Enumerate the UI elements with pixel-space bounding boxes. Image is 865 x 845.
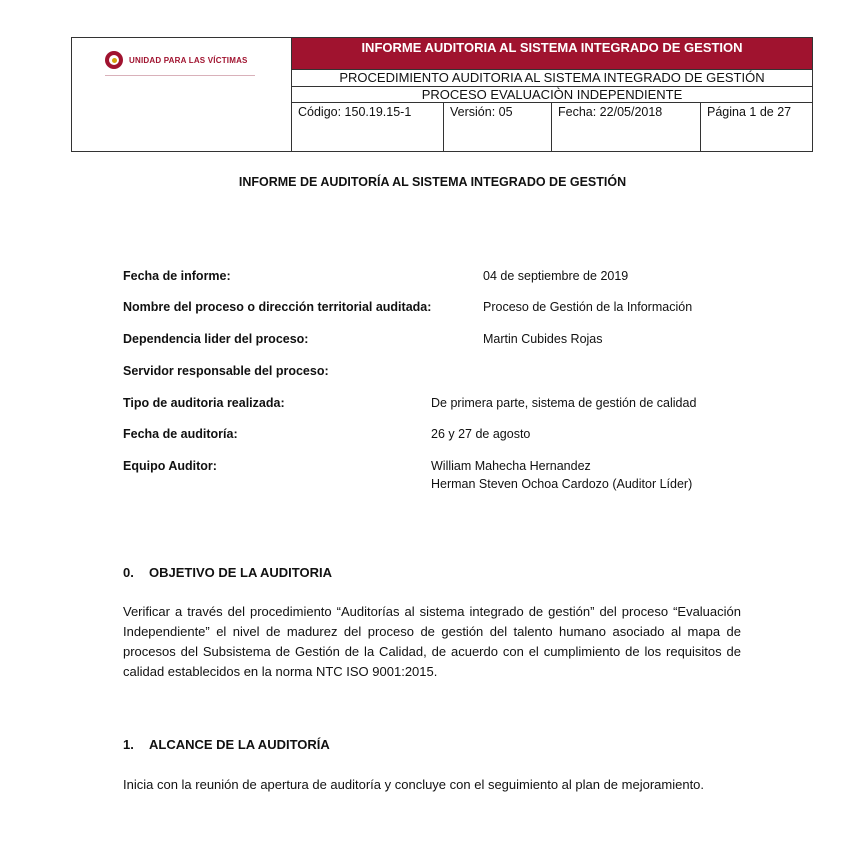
section-heading bbox=[123, 565, 332, 580]
field-value: Proceso de Gestión de la Información bbox=[483, 300, 693, 314]
field-label: Equipo Auditor: bbox=[123, 459, 217, 473]
logo-text: UNIDAD PARA LAS VÍCTIMAS bbox=[129, 55, 248, 65]
header-process: PROCESO EVALUACIÒN INDEPENDIENTE bbox=[292, 87, 812, 103]
field-label: Servidor responsable del proceso: bbox=[123, 364, 329, 378]
header-version: Versión: 05 bbox=[444, 103, 552, 151]
field-value-continued: Herman Steven Ochoa Cardozo (Auditor Líder) bbox=[431, 477, 693, 491]
logo-cell bbox=[72, 38, 292, 151]
field-value: De primera parte, sistema de gestión de calidad bbox=[431, 396, 697, 410]
field-value: 26 y 27 de agosto bbox=[431, 427, 531, 441]
document-header bbox=[71, 37, 813, 152]
field-label: Nombre del proceso o dirección territorial auditada: bbox=[123, 300, 432, 314]
header-code: Código: 150.19.15-1 bbox=[292, 103, 444, 151]
header-date: Fecha: 22/05/2018 bbox=[552, 103, 701, 151]
field-label: Tipo de auditoria realizada: bbox=[123, 396, 285, 410]
unidad-victimas-logo bbox=[105, 51, 248, 69]
logo-divider bbox=[105, 75, 255, 76]
section-paragraph: Inicia con la reunión de apertura de auditoría y concluye con el seguimiento al plan de mejoramiento. bbox=[123, 777, 705, 792]
field-label: Fecha de informe: bbox=[123, 269, 231, 283]
field-value: 04 de septiembre de 2019 bbox=[483, 269, 629, 283]
section-title: OBJETIVO DE LA AUDITORIA bbox=[149, 565, 332, 580]
section-title: ALCANCE DE LA AUDITORÍA bbox=[149, 737, 330, 752]
section-paragraph: Verificar a través del procedimiento “Auditorías al sistema integrado de gestión” del proceso “Evaluación Independiente” el nivel de madurez del proceso de gestión del talento humano asociado al mapa de procesos del Subsistema de Gestión de la Calidad, de acuerdo con el cumplimiento de los requisitos de calidad establecidos en la norma NTC ISO 9001:2015. bbox=[123, 604, 741, 679]
section-heading bbox=[123, 737, 330, 752]
header-procedure: PROCEDIMIENTO AUDITORIA AL SISTEMA INTEGRADO DE GESTIÓN bbox=[292, 70, 812, 87]
field-value: Martin Cubides Rojas bbox=[483, 332, 603, 346]
section-number: 0. bbox=[123, 565, 134, 580]
field-value: William Mahecha Hernandez bbox=[431, 459, 591, 473]
field-label: Fecha de auditoría: bbox=[123, 427, 238, 441]
header-title: INFORME AUDITORIA AL SISTEMA INTEGRADO DE GESTION bbox=[292, 38, 812, 70]
header-page: Página 1 de 27 bbox=[707, 105, 792, 119]
seal-icon bbox=[105, 51, 123, 69]
document-title: INFORME DE AUDITORÍA AL SISTEMA INTEGRADO DE GESTIÓN bbox=[238, 175, 627, 189]
header-meta-row bbox=[292, 103, 812, 151]
section-number: 1. bbox=[123, 737, 134, 752]
field-label: Dependencia lider del proceso: bbox=[123, 332, 309, 346]
